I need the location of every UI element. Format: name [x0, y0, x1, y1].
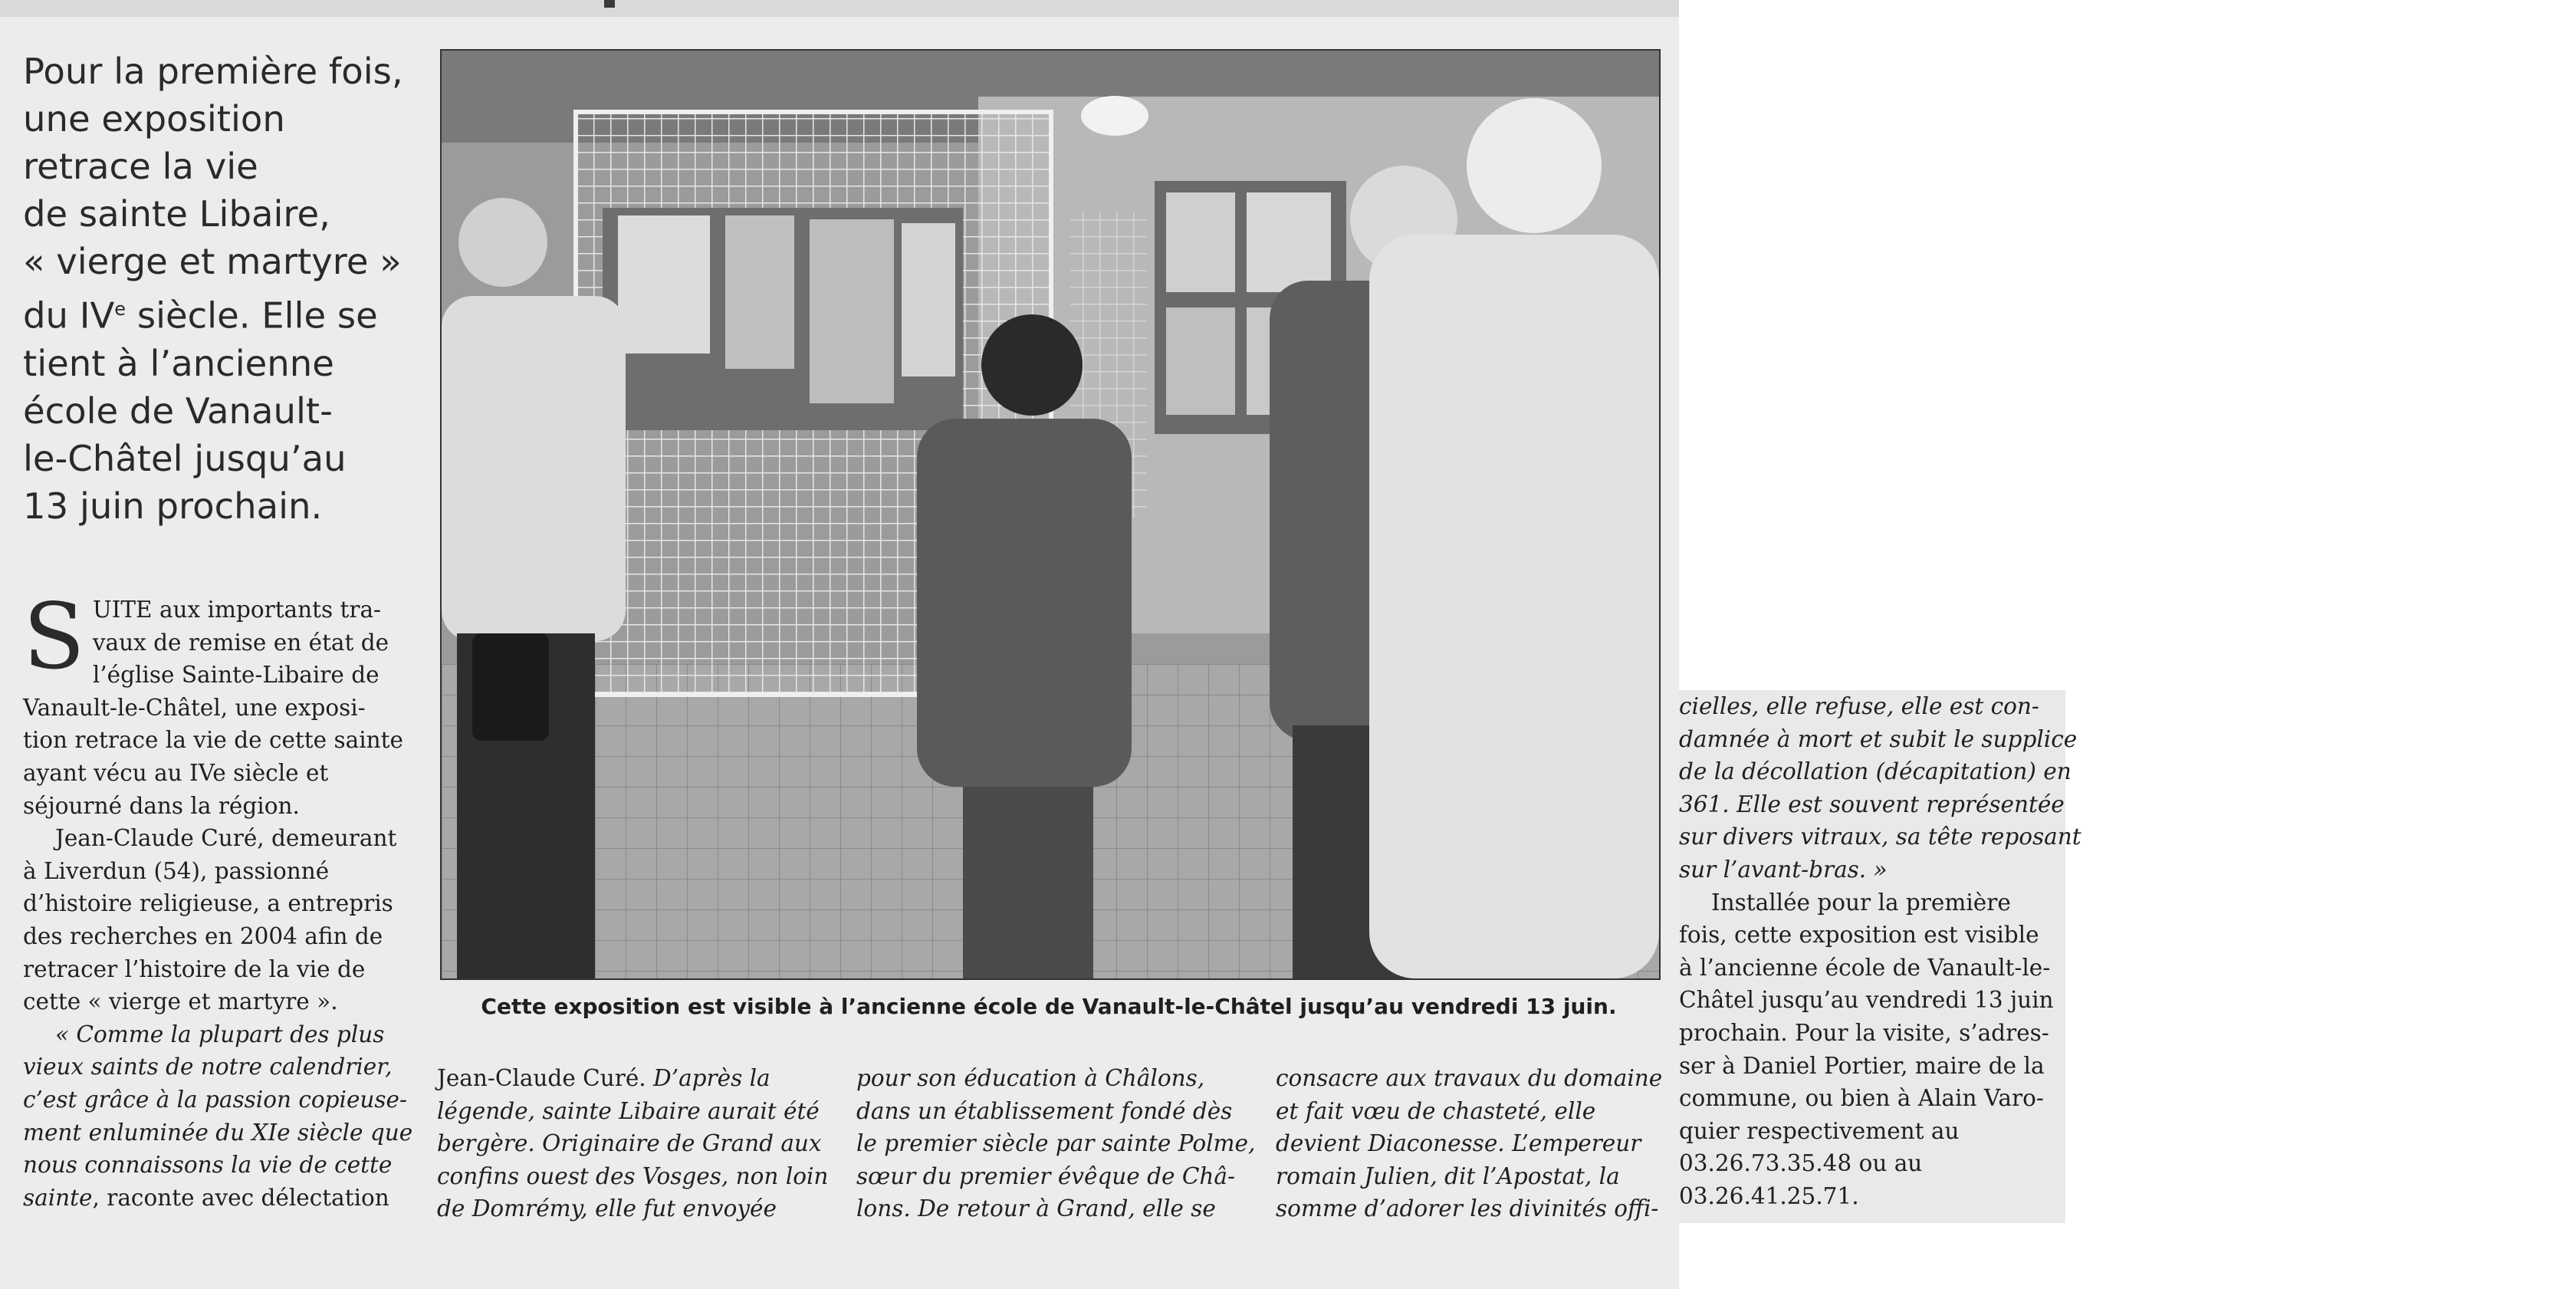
lede-line: le-Châtel jusqu’au — [23, 437, 347, 479]
text-line: Jean-Claude Curé, demeurant — [55, 825, 397, 852]
text-line: dans un établissement fondé dès — [856, 1097, 1233, 1124]
text-line: légende, sainte Libaire aurait été — [437, 1097, 820, 1124]
body-column-1 — [23, 584, 413, 1214]
text-line: fois, cette exposition est visible — [1679, 922, 2039, 949]
text-line: romain Julien, dit l’Apostat, la — [1276, 1162, 1620, 1189]
text-line: l’église Sainte-Libaire de — [92, 662, 380, 689]
article-photo — [440, 49, 1661, 980]
text-fragment: D’après la — [646, 1065, 770, 1091]
text-line: 03.26.41.25.71. — [1679, 1182, 1859, 1209]
lede-superscript: e — [114, 298, 127, 320]
lede-fragment: du IV — [23, 294, 115, 337]
text-line: retracer l’histoire de la vie de — [23, 955, 366, 982]
text-line: ser à Daniel Portier, maire de la — [1679, 1052, 2045, 1079]
text-line: le premier siècle par sainte Polme, — [856, 1130, 1256, 1157]
text-line: sur l’avant-bras. » — [1679, 856, 1888, 883]
body-column-2 — [437, 1062, 829, 1225]
text-line: séjourné dans la région. — [23, 792, 300, 819]
text-line: sœur du premier évêque de Châ- — [856, 1162, 1235, 1189]
text-line: à Liverdun (54), passionné — [23, 857, 330, 884]
text-line: cette « vierge et martyre ». — [23, 988, 338, 1015]
text-line: nous connaissons la vie de cette — [23, 1152, 393, 1179]
text-line: devient Diaconesse. L’empereur — [1276, 1130, 1641, 1157]
text-fragment: , raconte avec délectation — [92, 1184, 389, 1211]
lede-line: école de Vanault- — [23, 390, 333, 432]
text-line: sur divers vitraux, sa tête reposant — [1679, 824, 2082, 850]
text-line: vaux de remise en état de — [92, 629, 389, 656]
text-line: prochain. Pour la visite, s’adres- — [1679, 1019, 2049, 1046]
photo-illustration — [442, 51, 1659, 978]
text-line: confins ouest des Vosges, non loin — [437, 1162, 829, 1189]
body-column-4 — [1276, 1062, 1663, 1225]
body-column-3 — [856, 1062, 1256, 1225]
text-line: 03.26.73.35.48 ou au — [1679, 1150, 1923, 1177]
article-lede — [23, 48, 422, 530]
text-line: pour son éducation à Châlons, — [856, 1065, 1205, 1091]
text-line: Installée pour la première — [1711, 889, 2011, 916]
lede-line: une exposition — [23, 98, 285, 140]
text-line: et fait vœu de chasteté, elle — [1276, 1097, 1596, 1124]
text-line: Châtel jusqu’au vendredi 13 juin — [1679, 987, 2054, 1014]
text-line: bergère. Originaire de Grand aux — [437, 1130, 822, 1157]
text-line: ment enluminée du XIe siècle que — [23, 1119, 413, 1146]
top-mark — [604, 0, 615, 8]
text-line: 361. Elle est souvent représentée — [1679, 791, 2065, 817]
text-line: des recherches en 2004 afin de — [23, 922, 383, 949]
lede-line: de sainte Libaire, — [23, 193, 330, 235]
text-line: commune, ou bien à Alain Varo- — [1679, 1085, 2044, 1112]
text-line: de Domrémy, elle fut envoyée — [437, 1195, 777, 1222]
text-line: ayant vécu au IVe siècle et — [23, 759, 329, 786]
photo-caption: Cette exposition est visible à l’ancienne école de Vanault-le-Châtel jusqu’au vendredi 13 juin. — [481, 994, 1617, 1019]
lede-line — [23, 285, 422, 340]
text-line — [437, 1062, 820, 1095]
text-line: tion retrace la vie de cette sainte — [23, 727, 403, 754]
text-line: d’histoire religieuse, a entrepris — [23, 890, 393, 917]
lede-line: Pour la première fois, — [23, 51, 403, 92]
text-line: Vanault-le-Châtel, une exposi- — [23, 694, 366, 721]
lede-line: retrace la vie — [23, 146, 258, 187]
text-line: somme d’adorer les divinités offi- — [1276, 1195, 1659, 1222]
body-column-5 — [1679, 690, 2082, 1213]
text-line: lons. De retour à Grand, elle se — [856, 1195, 1216, 1222]
lede-fragment: siècle. Elle se — [126, 294, 378, 337]
text-fragment: sainte — [23, 1184, 93, 1211]
text-line: damnée à mort et subit le supplice — [1679, 725, 2078, 752]
text-line: consacre aux travaux du domaine — [1276, 1065, 1663, 1091]
top-bleed-strip — [0, 0, 1679, 17]
text-line: quier respectivement au — [1679, 1117, 1960, 1144]
text-line: cielles, elle refuse, elle est con- — [1679, 693, 2039, 719]
text-line: UITE aux importants tra- — [92, 597, 382, 623]
drop-cap: S — [23, 584, 85, 689]
text-line: de la décollation (décapitation) en — [1679, 758, 2072, 785]
text-line: à l’ancienne école de Vanault-le- — [1679, 954, 2051, 981]
text-line: vieux saints de notre calendrier, — [23, 1054, 393, 1080]
lede-line: tient à l’ancienne — [23, 342, 334, 384]
text-fragment: Jean-Claude Curé. — [437, 1065, 646, 1091]
text-line: c’est grâce à la passion copieuse- — [23, 1086, 407, 1113]
lede-line: « vierge et martyre » — [23, 241, 402, 282]
text-line: « Comme la plupart des plus — [55, 1021, 385, 1047]
lede-line: 13 juin prochain. — [23, 485, 323, 527]
text-line — [23, 1182, 403, 1215]
